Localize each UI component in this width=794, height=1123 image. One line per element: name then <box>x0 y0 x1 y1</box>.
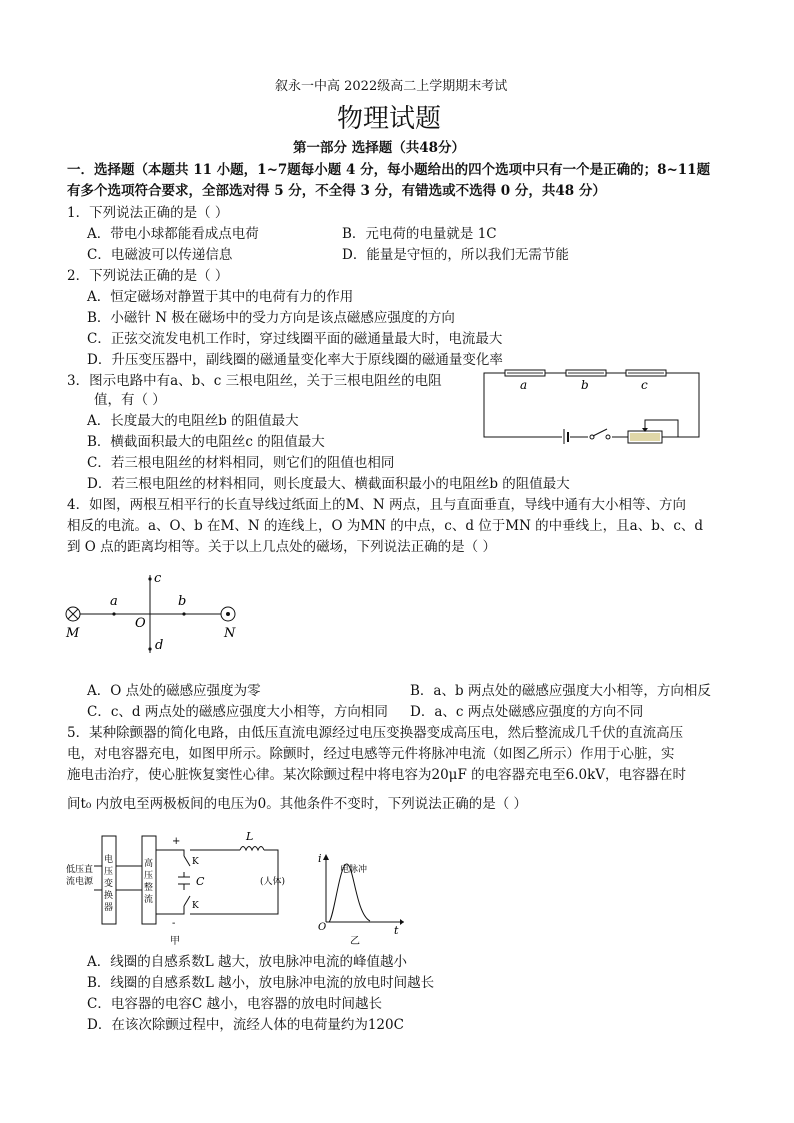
svg-text:K: K <box>192 857 199 867</box>
current-into-page-icon <box>66 607 80 621</box>
q2-stem: 2．下列说法正确的是（ ） <box>67 268 229 284</box>
q1-option-c: C．电磁波可以传递信息 <box>87 247 233 263</box>
svg-text:整: 整 <box>144 883 154 893</box>
svg-text:i: i <box>318 852 322 865</box>
svg-text:O: O <box>318 922 327 933</box>
svg-text:t: t <box>394 924 399 937</box>
q4-wires-figure <box>58 565 248 655</box>
q5-stem-3: 施电击治疗，使心脏恢复窦性心律。某次除颤过程中将电容为20μF 的电容器充电至6.0kV，电容器在时 <box>67 767 687 783</box>
q3-option-d: D．若三根电阻丝的材料相同，则长度最大、横截面积最小的电阻丝b 的阻值最大 <box>87 476 570 492</box>
q2-option-a: A．恒定磁场对静置于其中的电荷有力的作用 <box>87 289 354 305</box>
svg-text:-: - <box>172 918 176 929</box>
school-line: 叙永一中高 2022级高二上学期期末考试 <box>275 79 508 94</box>
part-heading: 第一部分 选择题（共48分） <box>293 140 465 156</box>
q1-option-d: D．能量是守恒的，所以我们无需节能 <box>342 247 569 263</box>
q4-stem-3: 到 O 点的距离均相等。关于以上几点处的磁场，下列说法正确的是（ ） <box>67 539 496 555</box>
svg-text:压: 压 <box>144 871 154 881</box>
q5-option-c: C．电容器的电容C 越小，电容器的放电时间越长 <box>87 996 382 1012</box>
label-N: N <box>224 626 236 641</box>
q4-option-b: B．a、b 两点处的磁感应强度大小相等，方向相反 <box>410 683 711 699</box>
svg-text:+: + <box>172 836 181 847</box>
q2-option-b: B．小磁针 N 极在磁场中的受力方向是该点磁感应强度的方向 <box>87 310 455 326</box>
resistor-wire-a <box>505 370 545 376</box>
q4-stem-1: 4．如图，两根互相平行的长直导线过纸面上的M、N 两点，且与直面垂直，导线中通有大小相等、方向 <box>67 497 687 513</box>
q5-stem-1: 5．某种除颤器的简化电路，由低压直流电源经过电压变换器变成高压电，然后整流成几千伏的直流高压 <box>67 725 684 741</box>
battery-icon <box>562 426 570 444</box>
q3-stem-1: 3．图示电路中有a、b、c 三根电阻丝，关于三根电阻丝的电阻 <box>67 373 442 389</box>
q4-stem-2: 相反的电流。a、O、b 在M、N 的连线上，O 为MN 的中点，c、d 位于MN 的中垂线上，且a、b、c、d <box>67 518 704 534</box>
svg-text:压: 压 <box>104 867 114 877</box>
svg-text:变: 变 <box>104 879 114 889</box>
label-b: b <box>581 378 589 392</box>
q3-option-b: B．横截面积最大的电阻丝c 的阻值最大 <box>87 434 325 450</box>
svg-text:换: 换 <box>104 891 114 901</box>
source-label-1: 低压直 <box>66 865 94 875</box>
label-a: a <box>520 378 528 392</box>
q3-circuit-figure <box>480 368 705 444</box>
svg-text:L: L <box>246 830 254 843</box>
q3-option-c: C．若三根电阻丝的材料相同，则它们的阻值也相同 <box>87 455 395 471</box>
svg-text:电脉冲: 电脉冲 <box>340 865 368 875</box>
label-M: M <box>66 626 80 641</box>
pulse-graph <box>318 852 404 947</box>
q3-option-a: A．长度最大的电阻丝b 的阻值最大 <box>87 413 299 429</box>
q2-option-c: C．正弦交流发电机工作时，穿过线圈平面的磁通量最大时，电流最大 <box>87 331 503 347</box>
q4-option-a: A．O 点处的磁感应强度为零 <box>87 683 261 699</box>
q5-option-b: B．线圈的自感系数L 越小，放电脉冲电流的放电时间越长 <box>87 975 435 991</box>
caption-jia: 甲 <box>170 936 180 947</box>
q4-option-c: C．c、d 两点处的磁感应强度大小相等，方向相同 <box>87 704 388 720</box>
q5-defibrillator-figure <box>64 822 404 950</box>
svg-text:高: 高 <box>144 859 154 869</box>
switch-icon <box>588 428 612 444</box>
body-label: (人体) <box>260 877 286 887</box>
q4-option-d: D．a、c 两点处磁感应强度的方向不同 <box>410 704 644 720</box>
q3-stem-2: 值，有（ ） <box>94 392 166 408</box>
label-c: c <box>154 571 162 586</box>
caption-yi: 乙 <box>350 936 360 947</box>
q2-option-d: D．升压变压器中，副线圈的磁通量变化率大于原线圈的磁通量变化率 <box>87 352 503 368</box>
inductor-coil-icon <box>240 847 264 851</box>
svg-text:K: K <box>192 901 199 911</box>
q5-stem-2: 电，对电容器充电，如图甲所示。除颤时，经过电感等元件将脉冲电流（如图乙所示）作用于心脏，实 <box>67 746 675 762</box>
q1-stem: 1．下列说法正确的是（ ） <box>67 205 229 221</box>
q5-stem-4: 间t₀ 内放电至两极板间的电压为0。其他条件不变时，下列说法正确的是（ ） <box>67 796 528 812</box>
q1-option-a: A．带电小球都能看成点电荷 <box>87 226 259 242</box>
svg-text:C: C <box>196 875 205 888</box>
label-a: a <box>110 594 118 609</box>
rheostat-icon <box>628 420 678 443</box>
svg-text:电: 电 <box>104 855 114 865</box>
q5-option-a: A．线圈的自感系数L 越大，放电脉冲电流的峰值越小 <box>87 954 408 970</box>
label-O: O <box>135 616 146 631</box>
page-title: 物理试题 <box>337 104 442 134</box>
svg-text:流: 流 <box>144 895 154 905</box>
svg-text:器: 器 <box>104 903 114 913</box>
section-line-2: 有多个选项符合要求，全部选对得 5 分，不全得 3 分，有错选或不选得 0 分，共48 分） <box>67 183 606 199</box>
q5-option-d: D．在该次除颤过程中，流经人体的电荷量约为120C <box>87 1017 404 1033</box>
label-c: c <box>641 378 648 392</box>
source-label-2: 流电源 <box>66 877 94 887</box>
label-d: d <box>155 638 164 653</box>
resistor-wire-b <box>566 370 606 376</box>
resistor-wire-c <box>626 370 666 376</box>
q1-option-b: B．元电荷的电量就是 1C <box>342 226 497 242</box>
label-b: b <box>178 594 187 609</box>
current-out-of-page-icon <box>221 607 235 621</box>
section-line-1: 一．选择题（本题共 11 小题，1~7题每小题 4 分，每小题给出的四个选项中只有一个是正确的；8~11题 <box>67 162 711 178</box>
